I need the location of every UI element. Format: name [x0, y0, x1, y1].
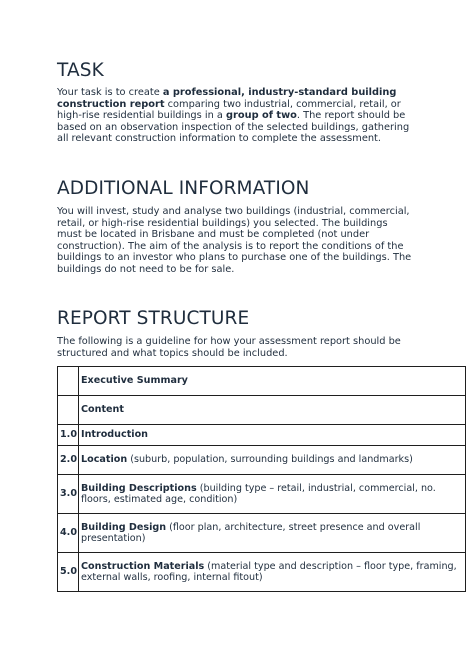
section-cell	[79, 446, 466, 475]
section-number: 1.0	[58, 425, 79, 446]
section-title: Location	[81, 454, 128, 466]
section-number: 5.0	[58, 553, 79, 592]
section-number: 3.0	[58, 475, 79, 514]
section-description: (material type and description – floor type, framing, external walls, roofing, internal fitout)	[81, 560, 457, 583]
section-number: 4.0	[58, 514, 79, 553]
section-number	[58, 367, 79, 396]
task-text-1: Your task is to create	[57, 87, 163, 98]
section-description: (building type – retail, industrial, commercial, no. floors, estimated age, condition)	[81, 482, 436, 505]
section-number: 2.0	[58, 446, 79, 475]
section-cell	[79, 475, 466, 514]
task-text-2: comparing two industrial, commercial, retail, or high-rise residential buildings in a	[57, 98, 401, 122]
section-description: (suburb, population, surrounding buildings and landmarks)	[127, 454, 413, 466]
section-description: (floor plan, architecture, street presence and overall presentation)	[81, 521, 421, 544]
report-structure-table	[57, 366, 466, 592]
task-heading: TASK	[57, 60, 104, 81]
report-structure-intro: The following is a guideline for how your assessment report should be structured and what topics should be included.	[57, 336, 401, 359]
table-row	[58, 514, 466, 553]
section-cell	[79, 396, 466, 425]
section-cell	[79, 367, 466, 396]
section-number	[58, 396, 79, 425]
task-emphasis-report: a professional, industry-standard building construction report	[57, 87, 397, 110]
additional-info-paragraph: You will invest, study and analyse two buildings (industrial, commercial, retail, or high-rise residential buildings) you selected. The buildings must be located in Brisbane and must be completed (not under construction). The aim of the analysis is to report the conditions of the buildings to an investor who plans to purchase one of the buildings. The buildings do not need to be for sale.	[57, 206, 412, 275]
table-row	[58, 367, 466, 396]
table-row	[58, 446, 466, 475]
task-text-3: . The report should be based on an observation inspection of the selected buildings, gathering all relevant construction information to complete the assessment.	[57, 110, 410, 145]
report-structure-heading: REPORT STRUCTURE	[57, 308, 250, 329]
table-row	[58, 425, 466, 446]
table-row	[58, 553, 466, 592]
section-title: Construction Materials	[81, 560, 205, 572]
section-cell	[79, 425, 466, 446]
section-cell	[79, 553, 466, 592]
section-title: Building Design	[81, 521, 167, 533]
section-title: Introduction	[81, 429, 148, 441]
section-title: Building Descriptions	[81, 482, 197, 494]
additional-info-heading: ADDITIONAL INFORMATION	[57, 178, 310, 199]
section-cell	[79, 514, 466, 553]
task-paragraph	[57, 87, 413, 145]
task-emphasis-group: group of two	[226, 110, 297, 122]
table-row	[58, 396, 466, 425]
table-row	[58, 475, 466, 514]
section-title: Content	[81, 404, 124, 416]
section-title: Executive Summary	[81, 375, 188, 387]
